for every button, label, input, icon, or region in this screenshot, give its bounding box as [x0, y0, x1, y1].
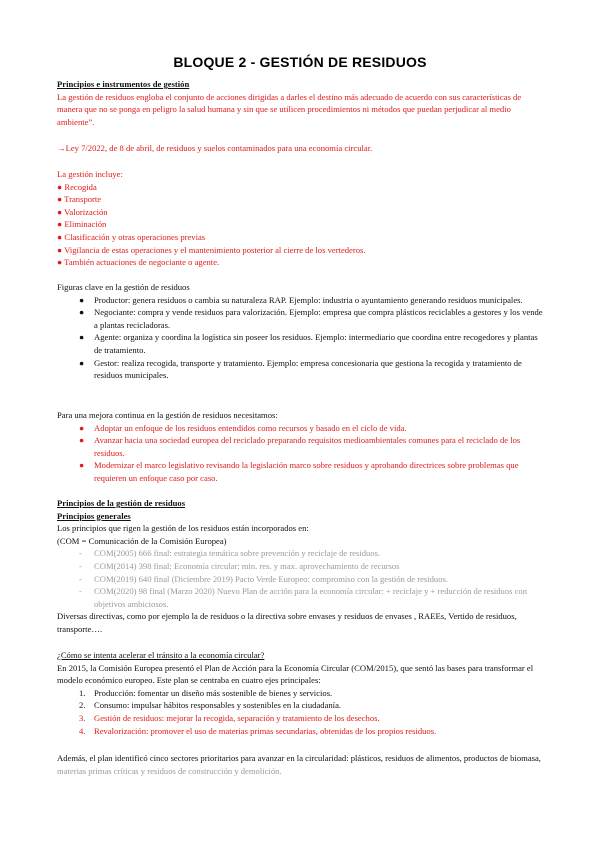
dash-marker: -	[79, 586, 82, 597]
list-item-text: Modernizar el marco legislativo revisando la legislación marco sobre residuos y aprobando directrices sobre problemas que requieren un enfoque caso por caso.	[94, 460, 519, 483]
list-item	[57, 699, 547, 712]
com-definition: (COM = Comunicación de la Comisión Europea)	[57, 535, 227, 546]
includes-label: La gestión incluye:	[57, 169, 123, 179]
circular-economy-section	[57, 649, 547, 737]
list-item	[57, 712, 547, 725]
law-text: →Ley 7/2022, de 8 de abril, de residuos y suelos contaminados para una economía circular.	[57, 143, 373, 153]
bullet-dot-icon: ●	[79, 294, 85, 305]
list-item	[57, 422, 547, 435]
bullet-dot-icon: ●	[79, 332, 85, 343]
list-item: ● Transporte	[57, 194, 102, 205]
bullet-dot-icon: ●	[79, 460, 85, 471]
directives-paragraph: Diversas directivas, como por ejemplo la de residuos o la directiva sobre envases y residuos de envases , RAEEs, Vertido de residuos, transporte….	[57, 611, 517, 634]
list-item-text: Adoptar un enfoque de los residuos entendidos como recursos y basado en el ciclo de vida.	[94, 422, 407, 433]
list-item	[57, 585, 547, 610]
dash-marker: -	[79, 560, 82, 571]
list-item: ● Recogida	[57, 181, 97, 192]
list-item-text: Negociante: compra y vende residuos para valorización. Ejemplo: empresa que compra plásticos reciclables a gestores y los vende a plantas recicladoras.	[94, 307, 543, 330]
subheading: Principios generales	[57, 510, 131, 521]
list-item-text: Revalorización: promover el uso de materias primas secundarias, obtenidas de los propios residuos.	[94, 725, 437, 736]
bullet-dot-icon: ●	[79, 422, 85, 433]
list-item-text: Productor: genera residuos o cambia su naturaleza RAP. Ejemplo: industria o ayuntamiento generando residuos municipales.	[94, 294, 523, 305]
list-item	[57, 434, 547, 459]
dash-marker: -	[79, 573, 82, 584]
list-item-text: Producción: fomentar un diseño más sostenible de bienes y servicios.	[94, 687, 333, 698]
bullet-dot-icon: ●	[79, 435, 85, 446]
list-number: 4.	[79, 725, 86, 736]
list-item	[57, 573, 547, 586]
list-item: ● Eliminación	[57, 219, 107, 230]
list-item	[57, 357, 547, 382]
list-item-text: Agente: organiza y coordina la logística sin poseer los residuos. Ejemplo: intermediario que coordina entre recogedores y plantas de tratamiento.	[94, 332, 538, 355]
list-item-text: COM(2020) 98 final (Marzo 2020) Nuevo Plan de acción para la economía circular: + reciclaje y + reducción de residuos con objetivos ambiciosos.	[94, 586, 528, 609]
list-item-text: COM(2005) 666 final: estrategia temática sobre prevención y reciclaje de residuos.	[94, 548, 381, 559]
list-number: 2.	[79, 700, 86, 711]
list-item	[57, 331, 547, 356]
list-number: 1.	[79, 687, 86, 698]
list-item-text: Consumo: impulsar hábitos responsables y sostenibles en la ciudadanía.	[94, 700, 342, 711]
closing-text-gray: materias primas críticas y residuos de construcción y demolición.	[57, 765, 282, 776]
list-item-text: Gestión de residuos: mejorar la recogida, separación y tratamiento de los desechos.	[94, 712, 380, 723]
closing-text-main: Además, el plan identificó cinco sectores prioritarios para avanzar en la circularidad: plásticos, residuos de alimentos, productos de biomasa,	[57, 753, 541, 763]
dash-marker: -	[79, 548, 82, 559]
list-item-text: COM(2014) 398 final: Economía circular: min. res. y max. aprovechamiento de recursos	[94, 560, 400, 571]
list-number: 3.	[79, 712, 86, 723]
list-item-text: Avanzar hacia una sociedad europea del reciclado preparando requisitos medioambientales comunes para el reciclado de los residuos.	[94, 435, 521, 458]
list-item	[57, 687, 547, 700]
list-item: ● Vigilancia de estas operaciones y el mantenimiento posterior al cierre de los vertederos.	[57, 244, 366, 255]
list-item: ● También actuaciones de negociante o agente.	[57, 257, 220, 268]
list-item: ● Clasificación y otras operaciones previas	[57, 231, 206, 242]
section-principios-instrumentos	[57, 78, 547, 128]
list-item: ● Valorización	[57, 206, 108, 217]
section-key-figures	[57, 281, 547, 382]
section-heading: Figuras clave en la gestión de residuos	[57, 282, 190, 292]
list-item	[57, 725, 547, 738]
page-title: BLOQUE 2 - GESTIÓN DE RESIDUOS	[173, 54, 427, 70]
intro-text: Los principios que rigen la gestión de los residuos están incorporados en:	[57, 523, 309, 534]
list-item	[57, 306, 547, 331]
list-item-text: COM(2019) 640 final (Diciembre 2019) Pacto Verde Europeo: compromiso con la gestión de residuos.	[94, 573, 449, 584]
question-heading: ¿Cómo se intenta acelerar el tránsito a la economía circular?	[57, 650, 265, 660]
closing-paragraph	[57, 752, 547, 777]
list-item-text: Gestor: realiza recogida, transporte y tratamiento. Ejemplo: empresa concesionaria que gestiona la recogida y tratamiento de residuos municipales.	[94, 357, 522, 381]
section-management-principles	[57, 497, 547, 636]
bullet-dot-icon: ●	[79, 307, 85, 318]
section-heading: Para una mejora continua en la gestión de residuos necesitamos:	[57, 410, 278, 420]
bullet-dot-icon: ●	[79, 357, 85, 368]
list-item	[57, 294, 547, 307]
closing-text	[57, 752, 547, 777]
section-heading: Principios e instrumentos de gestión	[57, 79, 190, 89]
intro-paragraph: La gestión de residuos engloba el conjunto de acciones dirigidas a darles el destino más adecuado de acuerdo con sus características de manera que no se ponga en peligro la salud humana y sin que se utilicen procedimientos ni métodos que puedan perjudicar al medio ambiente”.	[57, 91, 522, 127]
plan-paragraph: En 2015, la Comisión Europea presentó el Plan de Acción para la Economía Circular (COM/2015), que sentó las bases para transformar el modelo económico europeo. Este plan se centraba en cuatro ejes principales:	[57, 662, 534, 686]
law-reference	[57, 142, 547, 155]
section-heading: Principios de la gestión de residuos	[57, 498, 186, 508]
list-item	[57, 560, 547, 573]
list-item	[57, 459, 547, 484]
list-item	[57, 547, 547, 560]
management-includes	[57, 168, 547, 269]
section-continuous-improvement	[57, 409, 547, 485]
